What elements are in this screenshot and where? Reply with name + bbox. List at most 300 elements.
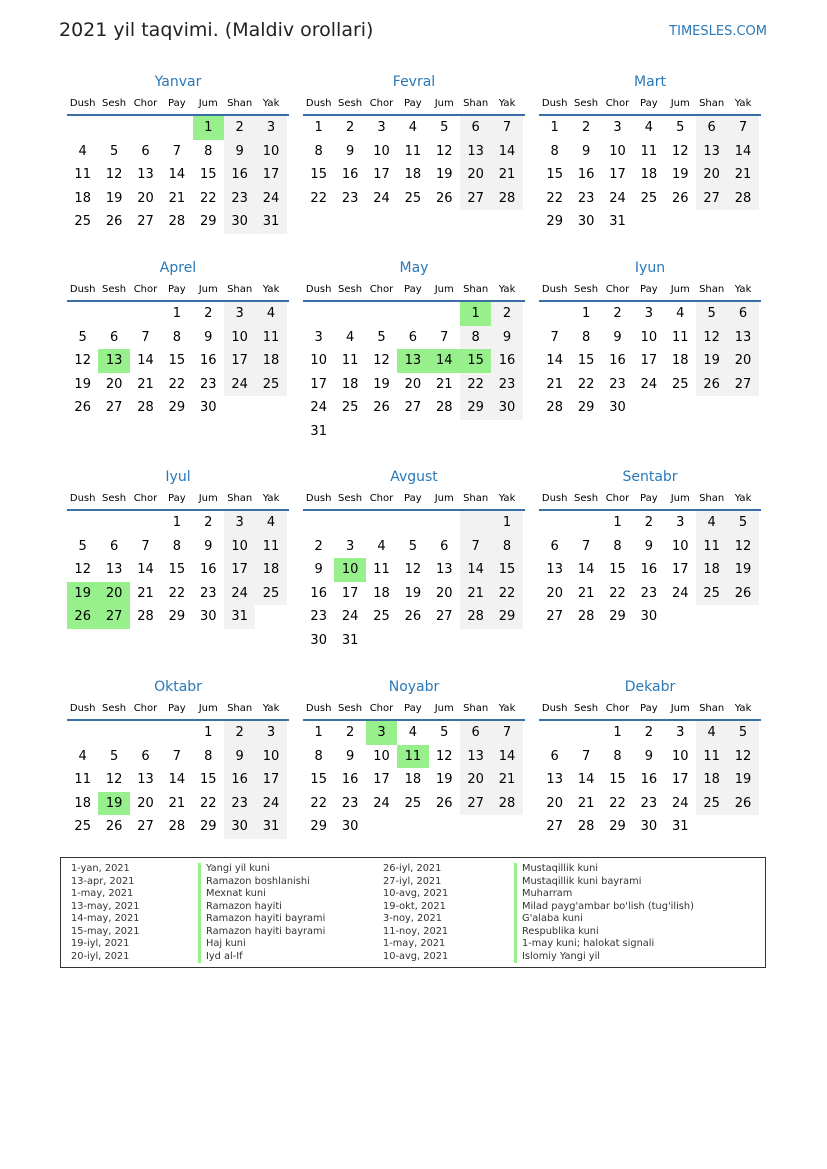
- day-cell: 25: [74, 214, 91, 230]
- empty-cell: [429, 629, 460, 653]
- week-row: [303, 187, 525, 211]
- day-cell: 24: [224, 373, 255, 397]
- legend-date: 11-noy, 2021: [383, 925, 449, 937]
- day-cell: 29: [491, 605, 522, 629]
- day-cell: 25: [696, 582, 727, 606]
- day-cell: 25: [341, 400, 359, 416]
- empty-cell: [366, 302, 397, 326]
- weekday-label: Dush: [541, 97, 568, 109]
- day-cell: 8: [314, 748, 323, 764]
- day-cell: 31: [224, 605, 255, 629]
- day-cell: 20: [546, 795, 563, 811]
- empty-cell: [98, 302, 129, 326]
- weekday-label: Shan: [699, 492, 725, 504]
- day-cell: 5: [109, 143, 119, 159]
- day-cell: 11: [696, 745, 727, 769]
- month-yanvar: [67, 72, 289, 234]
- weekday-header: [67, 278, 289, 302]
- empty-cell: [67, 116, 98, 140]
- day-cell: 13: [460, 140, 491, 164]
- day-cell: 21: [491, 163, 522, 187]
- day-cell: 13: [105, 562, 123, 578]
- day-cell: 16: [640, 562, 658, 578]
- day-cell: 11: [341, 353, 359, 369]
- day-cell: 15: [310, 167, 327, 183]
- day-cell: 6: [141, 748, 150, 764]
- empty-cell: [161, 116, 192, 140]
- month-title: Aprel: [159, 260, 197, 276]
- weekday-label: Chor: [369, 492, 394, 504]
- day-cell: 19: [404, 585, 422, 601]
- month-noyabr: [303, 677, 525, 839]
- day-cell: 9: [613, 329, 622, 345]
- empty-cell: [303, 302, 334, 326]
- day-cell: 18: [341, 376, 359, 392]
- empty-cell: [224, 396, 255, 420]
- weekday-label: Jum: [198, 97, 218, 109]
- day-cell: 11: [640, 143, 658, 159]
- day-cell: 20: [546, 585, 563, 601]
- weekday-label: Dush: [541, 702, 568, 714]
- legend-date: 27-iyl, 2021: [383, 875, 442, 887]
- day-cell: 6: [141, 143, 150, 159]
- week-row: [539, 116, 761, 140]
- day-cell: 29: [609, 609, 626, 625]
- day-cell: 22: [168, 376, 186, 392]
- day-cell: 9: [345, 748, 355, 764]
- empty-cell: [460, 629, 491, 653]
- legend-date: 19-okt, 2021: [383, 900, 446, 912]
- day-cell: 2: [224, 116, 255, 140]
- day-cell: 8: [204, 143, 213, 159]
- weekday-label: Jum: [198, 283, 218, 295]
- empty-cell: [366, 629, 397, 653]
- weekday-label: Yak: [262, 283, 280, 295]
- empty-cell: [67, 511, 98, 535]
- legend-date: 26-iyl, 2021: [383, 863, 442, 874]
- weekday-label: Yak: [734, 283, 752, 295]
- day-cell: 28: [577, 819, 595, 835]
- empty-cell: [98, 511, 129, 535]
- day-cell: 4: [696, 511, 727, 535]
- weekday-label: Jum: [198, 492, 218, 504]
- weekday-label: Sesh: [574, 702, 599, 714]
- day-cell: 27: [546, 819, 563, 835]
- weekday-label: Chor: [133, 97, 158, 109]
- day-cell: 1: [550, 120, 559, 135]
- day-cell: 10: [640, 329, 658, 345]
- week-row: [539, 140, 761, 164]
- day-cell: 10: [255, 140, 286, 164]
- weekday-label: Jum: [670, 97, 690, 109]
- week-row: [539, 187, 761, 211]
- day-cell: 6: [109, 329, 119, 345]
- day-cell: 22: [168, 585, 186, 601]
- day-cell: 31: [255, 210, 286, 234]
- week-row: [303, 535, 525, 559]
- day-cell: 2: [224, 721, 255, 745]
- day-cell: 3: [255, 721, 286, 745]
- day-cell: 9: [204, 538, 213, 554]
- week-row: [539, 511, 761, 535]
- weekday-label: Shan: [227, 97, 253, 109]
- day-cell: 9: [581, 143, 591, 159]
- day-cell: 11: [404, 143, 422, 159]
- legend-date: 15-may, 2021: [71, 925, 140, 937]
- weekday-header: [539, 487, 761, 511]
- day-cell: 27: [696, 187, 727, 211]
- day-cell: 2: [644, 515, 653, 530]
- legend-date: 20-iyl, 2021: [71, 950, 130, 962]
- day-cell: 1: [491, 511, 522, 535]
- day-cell: 28: [491, 792, 522, 816]
- empty-cell: [727, 815, 758, 839]
- week-row: [539, 373, 761, 397]
- day-cell: 2: [314, 538, 323, 554]
- weeks: [539, 116, 761, 234]
- empty-cell: [429, 815, 460, 839]
- weekday-label: Jum: [670, 492, 690, 504]
- day-cell: 27: [460, 792, 491, 816]
- week-row: [539, 582, 761, 606]
- month-title: Sentabr: [622, 469, 678, 485]
- empty-cell: [696, 396, 727, 420]
- day-cell: 25: [373, 609, 390, 625]
- day-cell: 26: [435, 795, 453, 811]
- legend-holiday-name: Muharram: [514, 888, 694, 901]
- weekday-label: Yak: [262, 97, 280, 109]
- empty-cell: [397, 420, 428, 444]
- week-row: [303, 629, 525, 653]
- weeks: [67, 116, 289, 234]
- day-cell: 13: [696, 140, 727, 164]
- day-cell: 16: [199, 562, 217, 578]
- day-cell: 17: [373, 772, 390, 788]
- day-cell: 12: [105, 772, 123, 788]
- legend-holiday-name: Mustaqillik kuni bayrami: [514, 876, 694, 889]
- day-cell: 16: [341, 772, 359, 788]
- day-cell: 26: [727, 792, 758, 816]
- day-cell: 27: [98, 605, 129, 629]
- weekday-label: Pay: [168, 283, 186, 295]
- legend-holiday-name: Ramazon hayiti: [198, 901, 325, 914]
- day-cell: 28: [168, 819, 186, 835]
- day-cell: 2: [345, 120, 355, 135]
- day-cell: 22: [609, 795, 626, 811]
- day-cell: 25: [255, 373, 286, 397]
- day-cell: 23: [609, 376, 626, 392]
- day-cell: 21: [137, 585, 154, 601]
- empty-cell: [161, 721, 192, 745]
- day-cell: 3: [224, 511, 255, 535]
- day-cell: 5: [727, 721, 758, 745]
- day-cell: 30: [199, 400, 217, 416]
- day-cell: 7: [172, 143, 181, 159]
- day-cell: 28: [137, 609, 154, 625]
- weeks: [539, 511, 761, 629]
- day-cell: 17: [373, 167, 390, 183]
- day-cell: 23: [640, 585, 658, 601]
- legend-date: 10-avg, 2021: [383, 950, 449, 962]
- day-cell: 5: [440, 120, 449, 135]
- day-cell: 7: [141, 538, 150, 554]
- day-cell: 2: [204, 306, 213, 321]
- week-row: [303, 116, 525, 140]
- empty-cell: [397, 511, 428, 535]
- day-cell: 19: [105, 190, 123, 206]
- day-cell: 7: [581, 538, 591, 554]
- month-title: Oktabr: [154, 679, 202, 695]
- weekday-label: Shan: [463, 702, 489, 714]
- legend-date: 1-may, 2021: [71, 888, 134, 899]
- day-cell: 24: [341, 609, 359, 625]
- day-cell: 16: [491, 349, 522, 373]
- legend-holiday-name: Yangi yil kuni: [198, 863, 325, 876]
- empty-cell: [727, 210, 758, 234]
- week-row: [67, 373, 289, 397]
- day-cell: 23: [341, 795, 359, 811]
- day-cell: 25: [404, 795, 422, 811]
- day-cell: 3: [676, 725, 685, 740]
- empty-cell: [255, 605, 286, 629]
- day-cell: 29: [546, 214, 563, 230]
- day-cell: 9: [345, 143, 355, 159]
- week-row: [539, 745, 761, 769]
- day-cell: 11: [74, 167, 91, 183]
- day-cell: 15: [460, 349, 491, 373]
- day-cell: 22: [577, 376, 595, 392]
- day-cell: 12: [74, 562, 91, 578]
- day-cell: 26: [727, 582, 758, 606]
- day-cell: 29: [168, 400, 186, 416]
- legend-holiday-name: G'alaba kuni: [514, 913, 694, 926]
- day-cell: 19: [696, 349, 727, 373]
- day-cell: 21: [577, 795, 595, 811]
- day-cell: 13: [727, 326, 758, 350]
- weekday-label: Jum: [198, 702, 218, 714]
- day-cell: 8: [460, 326, 491, 350]
- day-cell: 30: [341, 819, 359, 835]
- day-cell: 31: [671, 819, 689, 835]
- day-cell: 2: [491, 302, 522, 326]
- day-cell: 19: [727, 558, 758, 582]
- day-cell: 25: [640, 190, 658, 206]
- day-cell: 24: [255, 792, 286, 816]
- weekday-label: Sesh: [102, 492, 127, 504]
- day-cell: 28: [577, 609, 595, 625]
- legend-holiday-name: Islomiy Yangi yil: [514, 951, 694, 964]
- day-cell: 21: [137, 376, 154, 392]
- day-cell: 10: [310, 353, 327, 369]
- day-cell: 10: [334, 558, 365, 582]
- day-cell: 16: [224, 768, 255, 792]
- empty-cell: [570, 511, 601, 535]
- day-cell: 26: [105, 819, 123, 835]
- day-cell: 7: [727, 116, 758, 140]
- empty-cell: [665, 210, 696, 234]
- day-cell: 29: [609, 819, 626, 835]
- week-row: [67, 815, 289, 839]
- day-cell: 7: [491, 721, 522, 745]
- empty-cell: [67, 721, 98, 745]
- day-cell: 11: [74, 772, 91, 788]
- day-cell: 10: [671, 538, 689, 554]
- day-cell: 3: [366, 721, 397, 745]
- day-cell: 2: [613, 306, 622, 321]
- weekday-label: Shan: [699, 283, 725, 295]
- day-cell: 17: [224, 558, 255, 582]
- day-cell: 8: [491, 535, 522, 559]
- day-cell: 21: [168, 795, 186, 811]
- day-cell: 11: [671, 329, 689, 345]
- weekday-label: Yak: [262, 702, 280, 714]
- weekday-label: Chor: [605, 702, 630, 714]
- day-cell: 29: [310, 819, 327, 835]
- legend-holiday-name: Respublika kuni: [514, 926, 694, 939]
- day-cell: 23: [199, 376, 217, 392]
- site-link[interactable]: TIMESLES.COM: [669, 24, 767, 39]
- day-cell: 15: [609, 562, 626, 578]
- day-cell: 1: [172, 515, 181, 530]
- weekday-label: Pay: [404, 492, 422, 504]
- day-cell: 10: [609, 143, 626, 159]
- day-cell: 18: [255, 349, 286, 373]
- day-cell: 12: [74, 353, 91, 369]
- day-cell: 22: [546, 190, 563, 206]
- day-cell: 4: [696, 721, 727, 745]
- day-cell: 23: [491, 373, 522, 397]
- day-cell: 23: [224, 187, 255, 211]
- legend-date: 1-yan, 2021: [71, 863, 130, 874]
- empty-cell: [460, 420, 491, 444]
- day-cell: 12: [404, 562, 422, 578]
- day-cell: 4: [255, 302, 286, 326]
- weekday-label: Shan: [463, 492, 489, 504]
- day-cell: 27: [404, 400, 422, 416]
- weekday-label: Pay: [640, 492, 658, 504]
- day-cell: 4: [408, 120, 417, 135]
- weekday-header: [303, 697, 525, 721]
- day-cell: 4: [644, 120, 653, 135]
- legend-holiday-name: Ramazon hayiti bayrami: [198, 926, 325, 939]
- week-row: [67, 558, 289, 582]
- week-row: [303, 721, 525, 745]
- week-row: [539, 535, 761, 559]
- day-cell: 1: [314, 725, 323, 740]
- day-cell: 14: [727, 140, 758, 164]
- day-cell: 7: [550, 329, 559, 345]
- week-row: [67, 582, 289, 606]
- day-cell: 28: [460, 605, 491, 629]
- legend-holiday-name: Mustaqillik kuni: [514, 863, 694, 876]
- legend-holiday-name: 1-may kuni; halokat signali: [514, 938, 694, 951]
- day-cell: 30: [640, 609, 658, 625]
- legend-holiday-name: Ramazon hayiti bayrami: [198, 913, 325, 926]
- month-iyun: [539, 258, 761, 420]
- week-row: [303, 792, 525, 816]
- empty-cell: [429, 302, 460, 326]
- day-cell: 13: [98, 349, 129, 373]
- day-cell: 3: [345, 538, 355, 554]
- day-cell: 3: [255, 116, 286, 140]
- day-cell: 6: [550, 748, 559, 764]
- day-cell: 10: [224, 535, 255, 559]
- day-cell: 23: [199, 585, 217, 601]
- weeks: [303, 511, 525, 653]
- weekday-label: Dush: [69, 702, 96, 714]
- weekday-label: Shan: [699, 702, 725, 714]
- day-cell: 18: [640, 167, 658, 183]
- weekday-label: Jum: [434, 283, 454, 295]
- day-cell: 5: [440, 725, 449, 740]
- legend-left-dates: [71, 863, 140, 963]
- day-cell: 17: [609, 167, 626, 183]
- day-cell: 3: [224, 302, 255, 326]
- empty-cell: [539, 511, 570, 535]
- legend-holiday-name: Milad payg'ambar bo'lish (tug'ilish): [514, 901, 694, 914]
- day-cell: 9: [644, 538, 653, 554]
- week-row: [67, 163, 289, 187]
- weekday-label: Dush: [305, 702, 332, 714]
- weekday-label: Sesh: [574, 283, 599, 295]
- day-cell: 25: [255, 582, 286, 606]
- weekday-label: Dush: [541, 492, 568, 504]
- weekday-label: Jum: [434, 492, 454, 504]
- day-cell: 21: [727, 163, 758, 187]
- empty-cell: [397, 629, 428, 653]
- legend-date: 14-may, 2021: [71, 913, 140, 924]
- empty-cell: [130, 116, 161, 140]
- month-title: Dekabr: [624, 679, 676, 695]
- empty-cell: [727, 396, 758, 420]
- day-cell: 26: [671, 190, 689, 206]
- week-row: [303, 511, 525, 535]
- empty-cell: [334, 302, 365, 326]
- day-cell: 8: [204, 748, 213, 764]
- weekday-label: Pay: [640, 97, 658, 109]
- weekday-label: Sesh: [574, 97, 599, 109]
- day-cell: 6: [696, 116, 727, 140]
- day-cell: 19: [727, 768, 758, 792]
- week-row: [303, 582, 525, 606]
- empty-cell: [334, 511, 365, 535]
- empty-cell: [539, 721, 570, 745]
- week-row: [303, 396, 525, 420]
- month-may: [303, 258, 525, 444]
- day-cell: 9: [224, 140, 255, 164]
- day-cell: 30: [310, 632, 327, 648]
- month-dekabr: [539, 677, 761, 839]
- day-cell: 10: [255, 745, 286, 769]
- day-cell: 26: [373, 400, 390, 416]
- weekday-label: Chor: [369, 97, 394, 109]
- day-cell: 18: [696, 558, 727, 582]
- day-cell: 8: [550, 143, 559, 159]
- week-row: [67, 792, 289, 816]
- day-cell: 12: [671, 143, 689, 159]
- day-cell: 12: [727, 745, 758, 769]
- day-cell: 3: [314, 329, 323, 345]
- empty-cell: [633, 210, 664, 234]
- day-cell: 23: [640, 795, 658, 811]
- day-cell: 24: [671, 585, 689, 601]
- weekday-label: Dush: [69, 283, 96, 295]
- weekday-label: Sesh: [338, 283, 363, 295]
- day-cell: 26: [74, 400, 91, 416]
- day-cell: 5: [696, 302, 727, 326]
- weekday-label: Yak: [262, 492, 280, 504]
- weekday-label: Yak: [734, 97, 752, 109]
